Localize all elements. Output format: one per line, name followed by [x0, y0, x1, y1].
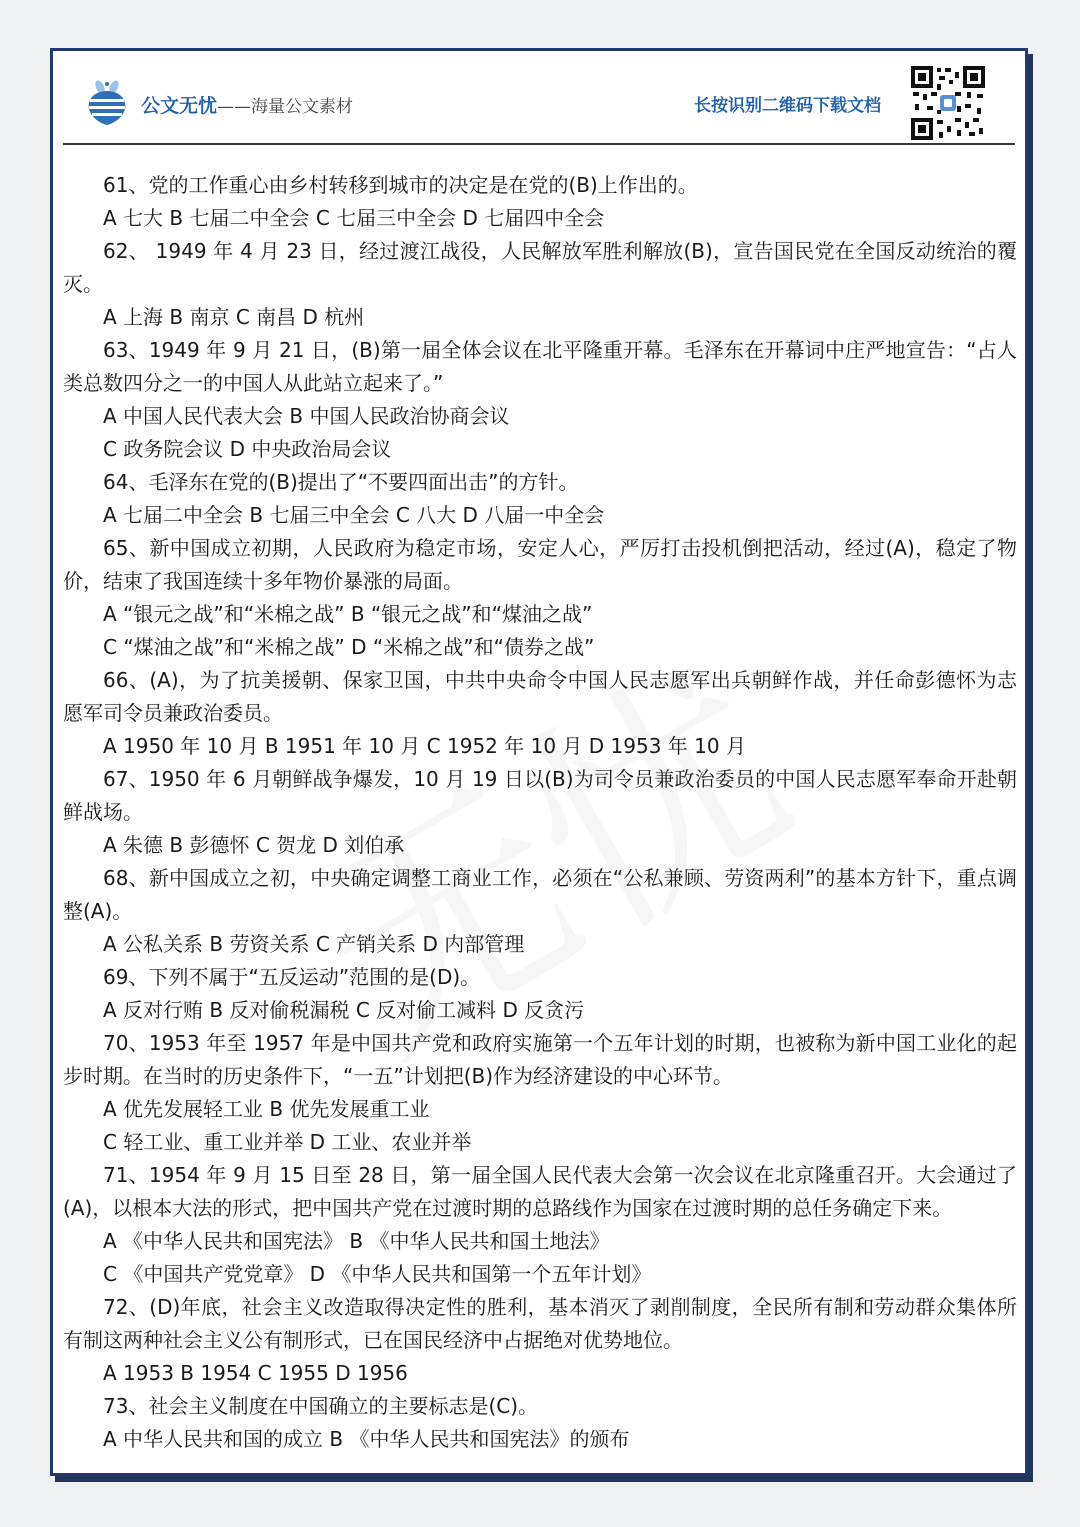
qr-code-icon[interactable]: [911, 66, 985, 140]
answer-options: A 上海 B 南京 C 南昌 D 杭州: [103, 305, 365, 329]
header-divider: [63, 143, 1015, 145]
answer-options: A 七大 B 七届二中全会 C 七届三中全会 D 七届四中全会: [103, 206, 605, 230]
brand-tagline: ——海量公文素材: [217, 97, 354, 117]
answer-options: C “煤油之战”和“米棉之战” D “米棉之战”和“债券之战”: [103, 635, 595, 659]
question-text: 67、1950 年 6 月朝鲜战争爆发，10 月 19 日以(B)为司令员兼政治委员的中国人民志愿军奉命开赴朝鲜战场。: [63, 767, 1017, 824]
answer-options: A 七届二中全会 B 七届三中全会 C 八大 D 八届一中全会: [103, 503, 605, 527]
answer-options: A 朱德 B 彭德怀 C 贺龙 D 刘伯承: [103, 833, 405, 857]
answer-options: A “银元之战”和“米棉之战” B “银元之战”和“煤油之战”: [103, 602, 593, 626]
question-list: [63, 169, 1017, 1456]
answer-options: A 反对行贿 B 反对偷税漏税 C 反对偷工减料 D 反贪污: [103, 998, 585, 1022]
answer-options: A 中华人民共和国的成立 B 《中华人民共和国宪法》的颁布: [103, 1427, 630, 1451]
question-text: 66、(A)，为了抗美援朝、保家卫国，中共中央命令中国人民志愿军出兵朝鲜作战，并任命彭德怀为志愿军司令员兼政治委员。: [63, 668, 1017, 725]
brand-name: 公文无忧: [141, 95, 218, 117]
question-text: 64、毛泽东在党的(B)提出了“不要四面出击”的方针。: [103, 470, 579, 494]
question-text: 68、新中国成立之初，中央确定调整工商业工作，必须在“公私兼顾、劳资两利”的基本方针下，重点调整(A)。: [63, 866, 1017, 923]
document-page: [50, 48, 1028, 1476]
question-text: 62、 1949 年 4 月 23 日，经过渡江战役，人民解放军胜利解放(B)，宣告国民党在全国反动统治的覆灭。: [63, 239, 1017, 296]
page-header: [53, 51, 1025, 145]
question-text: 72、(D)年底，社会主义改造取得决定性的胜利，基本消灭了剥削制度，全民所有制和劳动群众集体所有制这两种社会主义公有制形式，已在国民经济中占据绝对优势地位。: [63, 1295, 1017, 1352]
question-text: 73、社会主义制度在中国确立的主要标志是(C)。: [103, 1394, 539, 1418]
answer-options: A 优先发展轻工业 B 优先发展重工业: [103, 1097, 430, 1121]
answer-options: A 《中华人民共和国宪法》 B 《中华人民共和国土地法》: [103, 1229, 610, 1253]
brand-title: [141, 91, 353, 118]
answer-options: A 1950 年 10 月 B 1951 年 10 月 C 1952 年 10 月 D 1953 年 10 月: [103, 734, 746, 758]
question-text: 65、新中国成立初期，人民政府为稳定市场，安定人心，严厉打击投机倒把活动，经过(A)，稳定了物价，结束了我国连续十多年物价暴涨的局面。: [63, 536, 1017, 593]
qr-download-tip: 长按识别二维码下载文档: [694, 96, 881, 116]
answer-options: A 1953 B 1954 C 1955 D 1956: [103, 1361, 408, 1385]
question-text: 70、1953 年至 1957 年是中国共产党和政府实施第一个五年计划的时期，也被称为新中国工业化的起步时期。在当时的历史条件下，“一五”计划把(B)作为经济建设的中心环节。: [63, 1031, 1017, 1088]
answer-options: C 《中国共产党党章》 D 《中华人民共和国第一个五年计划》: [103, 1262, 652, 1286]
answer-options: A 公私关系 B 劳资关系 C 产销关系 D 内部管理: [103, 932, 525, 956]
question-text: 69、下列不属于“五反运动”范围的是(D)。: [103, 965, 481, 989]
bee-logo-icon: [83, 77, 131, 127]
answer-options: C 政务院会议 D 中央政治局会议: [103, 437, 392, 461]
answer-options: A 中国人民代表大会 B 中国人民政治协商会议: [103, 404, 510, 428]
question-text: 61、党的工作重心由乡村转移到城市的决定是在党的(B)上作出的。: [103, 173, 698, 197]
question-text: 63、1949 年 9 月 21 日，(B)第一届全体会议在北平隆重开幕。毛泽东在开幕词中庄严地宣告：“占人类总数四分之一的中国人从此站立起来了。”: [63, 338, 1017, 395]
answer-options: C 轻工业、重工业并举 D 工业、农业并举: [103, 1130, 472, 1154]
question-text: 71、1954 年 9 月 15 日至 28 日，第一届全国人民代表大会第一次会议在北京隆重召开。大会通过了(A)，以根本大法的形式，把中国共产党在过渡时期的总路线作为国家在过渡时期的总任务确定下来。: [63, 1163, 1017, 1220]
